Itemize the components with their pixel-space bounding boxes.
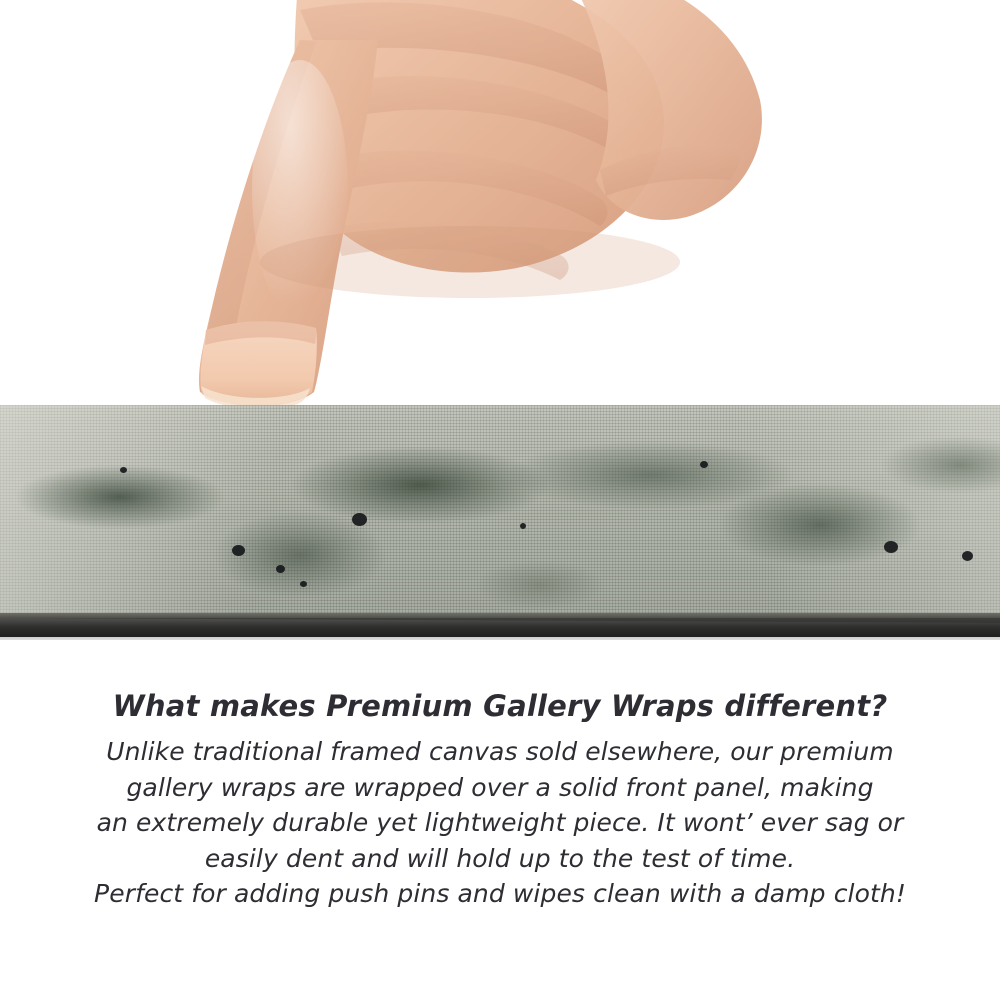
canvas-speck [352, 513, 367, 526]
hand-bottom-shade [260, 226, 680, 298]
canvas-speck [300, 581, 307, 587]
canvas-speck [700, 461, 708, 468]
caption-line: Unlike traditional framed canvas sold elsewhere, our premium [106, 737, 894, 767]
caption-title: What makes Premium Gallery Wraps different? [112, 689, 888, 723]
caption-line: an extremely durable yet lightweight piece. It wont’ ever sag or [96, 808, 904, 838]
hand-illustration [0, 0, 1000, 410]
caption-line: easily dent and will hold up to the test of time. [204, 843, 796, 873]
canvas-speck [276, 565, 285, 573]
canvas-drop-shadow [0, 637, 1000, 640]
canvas-edge-photo [0, 405, 1000, 640]
canvas-speck [120, 467, 127, 473]
caption-line: Perfect for adding push pins and wipes clean with a damp cloth! [94, 879, 906, 909]
canvas-speck [232, 545, 245, 556]
caption-line: gallery wraps are wrapped over a solid front panel, making [126, 772, 874, 802]
hand-photo [0, 0, 1000, 410]
canvas-speck [520, 523, 526, 529]
caption-block [0, 690, 1000, 912]
canvas-speck [884, 541, 898, 553]
canvas-face-texture [0, 405, 1000, 613]
canvas-speck [962, 551, 973, 561]
